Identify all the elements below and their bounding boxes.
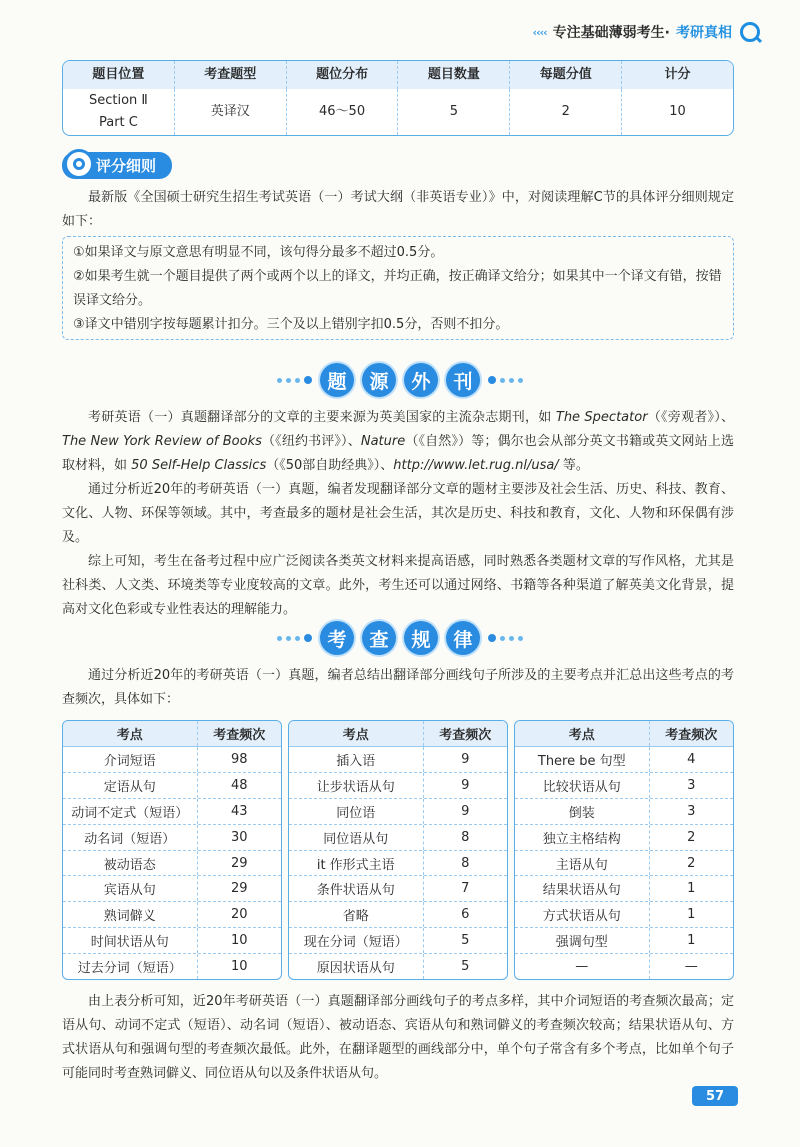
- freq-point: 方式状语从句: [515, 902, 650, 927]
- freq-point: it 作形式主语: [289, 851, 424, 876]
- freq-header-point: 考点: [63, 721, 198, 746]
- book-title: 50 Self-Help Classics: [131, 458, 267, 473]
- scoring-title: 评分细则: [96, 156, 157, 175]
- freq-point: 让步状语从句: [289, 773, 424, 798]
- freq-point: 宾语从句: [63, 876, 198, 901]
- freq-row: [515, 954, 733, 979]
- info-header-cell: 题目位置: [63, 61, 175, 89]
- freq-point: 倒装: [515, 799, 650, 824]
- scoring-rule: ③译文中错別字按每题累计扣分。三个及以上错别字扣0.5分，否则不扣分。: [73, 317, 509, 332]
- freq-row: [63, 954, 281, 979]
- source-paragraph-1: [62, 406, 734, 478]
- text-run: （《50部自助经典》）、: [266, 458, 394, 473]
- freq-row: [289, 825, 507, 851]
- source-paragraph-2: 通过分析近20年的考研英语（一）真题，编者发现翻译部分文章的题材主要涉及社会生活、历史、科技、教育、文化、人物、环保等领域。其中，考查最多的题材是社会生活，其次是历史、科技和教育，文化、人物和环保偶有涉及。: [62, 482, 734, 545]
- info-cell: 英译汉: [175, 89, 287, 135]
- freq-row: [63, 851, 281, 877]
- freq-row: [289, 773, 507, 799]
- freq-row: [515, 902, 733, 928]
- freq-count: 1: [687, 933, 696, 949]
- dots-decoration: [488, 376, 523, 384]
- freq-row: [289, 928, 507, 954]
- rules-banner: [0, 618, 800, 658]
- freq-count: 7: [461, 881, 470, 897]
- freq-count: 5: [461, 933, 470, 949]
- freq-row: [63, 876, 281, 902]
- conclusion-paragraph: 由上表分析可知，近20年考研英语（一）真题翻译部分画线句子的考点多样，其中介词短语的考查频次最高；定语从句、动词不定式（短语）、动名词（短语）、被动语态、宾语从句和熟词僻义的考查频次较高；结果状语从句、方式状语从句和强调句型的考查频次最低。此外，在翻译题型的画线部分中，单个句子常含有多个考点，比如单个句子可能同时考查熟词僻义、同位语从句以及条件状语从句。: [62, 994, 734, 1081]
- freq-header-point: 考点: [289, 721, 424, 746]
- freq-header-count: 考查频次: [213, 728, 266, 743]
- freq-header-row: [515, 721, 733, 747]
- freq-point: There be 句型: [515, 747, 650, 772]
- freq-count: 8: [461, 829, 470, 845]
- freq-row: [63, 799, 281, 825]
- freq-point: 比较状语从句: [515, 773, 650, 798]
- freq-count: 30: [230, 829, 248, 845]
- journal-title: The New York Review of Books: [62, 434, 262, 449]
- freq-row: [515, 876, 733, 902]
- freq-row: [63, 825, 281, 851]
- freq-point: 现在分词（短语）: [289, 928, 424, 953]
- info-header-cell: 题目数量: [398, 61, 510, 89]
- freq-count: 6: [461, 907, 470, 923]
- freq-point: 主语从句: [515, 851, 650, 876]
- freq-count: 3: [687, 803, 696, 819]
- freq-point: 原因状语从句: [289, 954, 424, 979]
- freq-point: 插入语: [289, 747, 424, 772]
- freq-header-row: [289, 721, 507, 747]
- banner-char: 刊: [446, 363, 480, 397]
- freq-row: [515, 747, 733, 773]
- banner-char: 考: [320, 621, 354, 655]
- rules-intro: 通过分析近20年的考研英语（一）真题，编者总结出翻译部分画线句子所涉及的主要考点并汇总出这些考点的考查频次，具体如下：: [62, 668, 734, 707]
- frequency-table-column: [514, 720, 734, 980]
- banner-char: 查: [362, 621, 396, 655]
- freq-count: 8: [461, 855, 470, 871]
- freq-count: 1: [687, 907, 696, 923]
- frequency-table-column: [288, 720, 508, 980]
- freq-count: 43: [230, 803, 248, 819]
- header-accent: 考研真相: [676, 25, 732, 41]
- freq-count: 98: [230, 751, 248, 767]
- freq-point: 熟词僻义: [63, 902, 198, 927]
- freq-count: —: [684, 959, 698, 975]
- freq-point: 介词短语: [63, 747, 198, 772]
- page-number: 57: [692, 1086, 738, 1106]
- freq-row: [289, 902, 507, 928]
- info-table-row: [63, 89, 733, 135]
- source-banner: [0, 360, 800, 400]
- freq-row: [289, 954, 507, 979]
- freq-row: [515, 825, 733, 851]
- freq-header-row: [63, 721, 281, 747]
- magnifier-q-icon: [740, 22, 760, 42]
- freq-point: 结果状语从句: [515, 876, 650, 901]
- freq-count: 20: [230, 907, 248, 923]
- freq-count: 10: [230, 959, 248, 975]
- dots-decoration: [277, 634, 312, 642]
- freq-row: [289, 851, 507, 877]
- info-cell: 2: [510, 89, 622, 135]
- magnifier-icon: [64, 149, 94, 179]
- freq-count: 48: [230, 777, 248, 793]
- freq-point: 动名词（短语）: [63, 825, 198, 850]
- banner-char: 外: [404, 363, 438, 397]
- freq-count: 5: [461, 959, 470, 975]
- scoring-rule: ①如果译文与原文意思有明显不同，该句得分最多不超过0.5分。: [73, 245, 444, 260]
- freq-header-count: 考查频次: [665, 728, 718, 743]
- scoring-pill: [62, 152, 172, 179]
- frequency-table: [62, 720, 734, 980]
- freq-count: 3: [687, 777, 696, 793]
- freq-row: [63, 773, 281, 799]
- freq-point: 过去分词（短语）: [63, 954, 198, 979]
- text-run: （《纽约书评》）、: [261, 434, 361, 449]
- freq-count: 9: [461, 751, 470, 767]
- scoring-rules-box: [62, 236, 734, 340]
- freq-count: 9: [461, 777, 470, 793]
- source-paragraph-3: 综上可知，考生在备考过程中应广泛阅读各类英文材料来提高语感，同时熟悉各类题材文章的写作风格，尤其是社科类、人文类、环境类等专业度较高的文章。此外，考生还可以通过网络、书籍等各种渠道了解英美文化背景，提高对文化色彩或专业性表达的理解能力。: [62, 554, 734, 617]
- freq-point: 动词不定式（短语）: [63, 799, 198, 824]
- info-cell: 46～50: [287, 89, 399, 135]
- banner-char: 规: [404, 621, 438, 655]
- info-header-cell: 每题分值: [510, 61, 622, 89]
- freq-count: 1: [687, 881, 696, 897]
- freq-row: [515, 799, 733, 825]
- freq-point: 时间状语从句: [63, 928, 198, 953]
- freq-row: [63, 928, 281, 954]
- journal-title: Nature: [360, 434, 406, 449]
- freq-row: [63, 902, 281, 928]
- freq-count: 4: [687, 751, 696, 767]
- frequency-table-column: [62, 720, 282, 980]
- info-cell-position: Section Ⅱ Part C: [63, 89, 175, 135]
- info-header-cell: 考查题型: [175, 61, 287, 89]
- freq-count: 10: [230, 933, 248, 949]
- info-table-header: [63, 61, 733, 89]
- freq-point: 条件状语从句: [289, 876, 424, 901]
- freq-row: [515, 773, 733, 799]
- freq-row: [515, 928, 733, 954]
- freq-count: 2: [687, 829, 696, 845]
- dots-decoration: [277, 376, 312, 384]
- text-run: 考研英语（一）真题翻译部分的文章的主要来源为英美国家的主流杂志期刊，如: [88, 410, 556, 425]
- question-info-table: [62, 60, 734, 136]
- freq-count: 29: [230, 881, 248, 897]
- freq-header-count: 考查频次: [439, 728, 492, 743]
- info-header-cell: 计分: [664, 67, 691, 82]
- freq-row: [289, 799, 507, 825]
- banner-char: 律: [446, 621, 480, 655]
- text-run: （《自然》）等；偶尔也会从部分英文书籍或英文网站上选取材料，如: [62, 434, 734, 473]
- text-run: 等。: [558, 458, 589, 473]
- scoring-rule: ②如果考生就一个题目提供了两个或两个以上的译文，并均正确，按正确译文给分；如果其中一个译文有错，按错误译文给分。: [73, 269, 722, 308]
- freq-row: [63, 747, 281, 773]
- info-cell: 10: [669, 104, 686, 119]
- info-cell: 5: [398, 89, 510, 135]
- freq-count: 29: [230, 855, 248, 871]
- freq-point: —: [515, 954, 650, 979]
- freq-point: 同位语从句: [289, 825, 424, 850]
- freq-header-point: 考点: [515, 721, 650, 746]
- freq-count: 2: [687, 855, 696, 871]
- scoring-heading: [62, 152, 172, 178]
- banner-char: 题: [320, 363, 354, 397]
- freq-point: 被动语态: [63, 851, 198, 876]
- text-run: （《旁观者》）、: [647, 410, 734, 425]
- banner-char: 源: [362, 363, 396, 397]
- arrows-icon: ‹‹‹‹: [532, 25, 547, 39]
- info-header-cell: 题位分布: [287, 61, 399, 89]
- freq-row: [289, 876, 507, 902]
- website-url: http://www.let.rug.nl/usa/: [393, 458, 559, 473]
- freq-point: 定语从句: [63, 773, 198, 798]
- freq-point: 强调句型: [515, 928, 650, 953]
- journal-title: The Spectator: [555, 410, 648, 425]
- freq-row: [515, 851, 733, 877]
- freq-row: [289, 747, 507, 773]
- running-header: [533, 22, 760, 42]
- freq-point: 独立主格结构: [515, 825, 650, 850]
- freq-point: 省略: [289, 902, 424, 927]
- header-main: 专注基础薄弱考生·: [552, 25, 670, 41]
- freq-count: 9: [461, 803, 470, 819]
- scoring-intro: 最新版《全国硕士研究生招生考试英语（一）考试大纲（非英语专业）》中，对阅读理解C节的具体评分细则规定如下：: [62, 190, 734, 229]
- dots-decoration: [488, 634, 523, 642]
- freq-point: 同位语: [289, 799, 424, 824]
